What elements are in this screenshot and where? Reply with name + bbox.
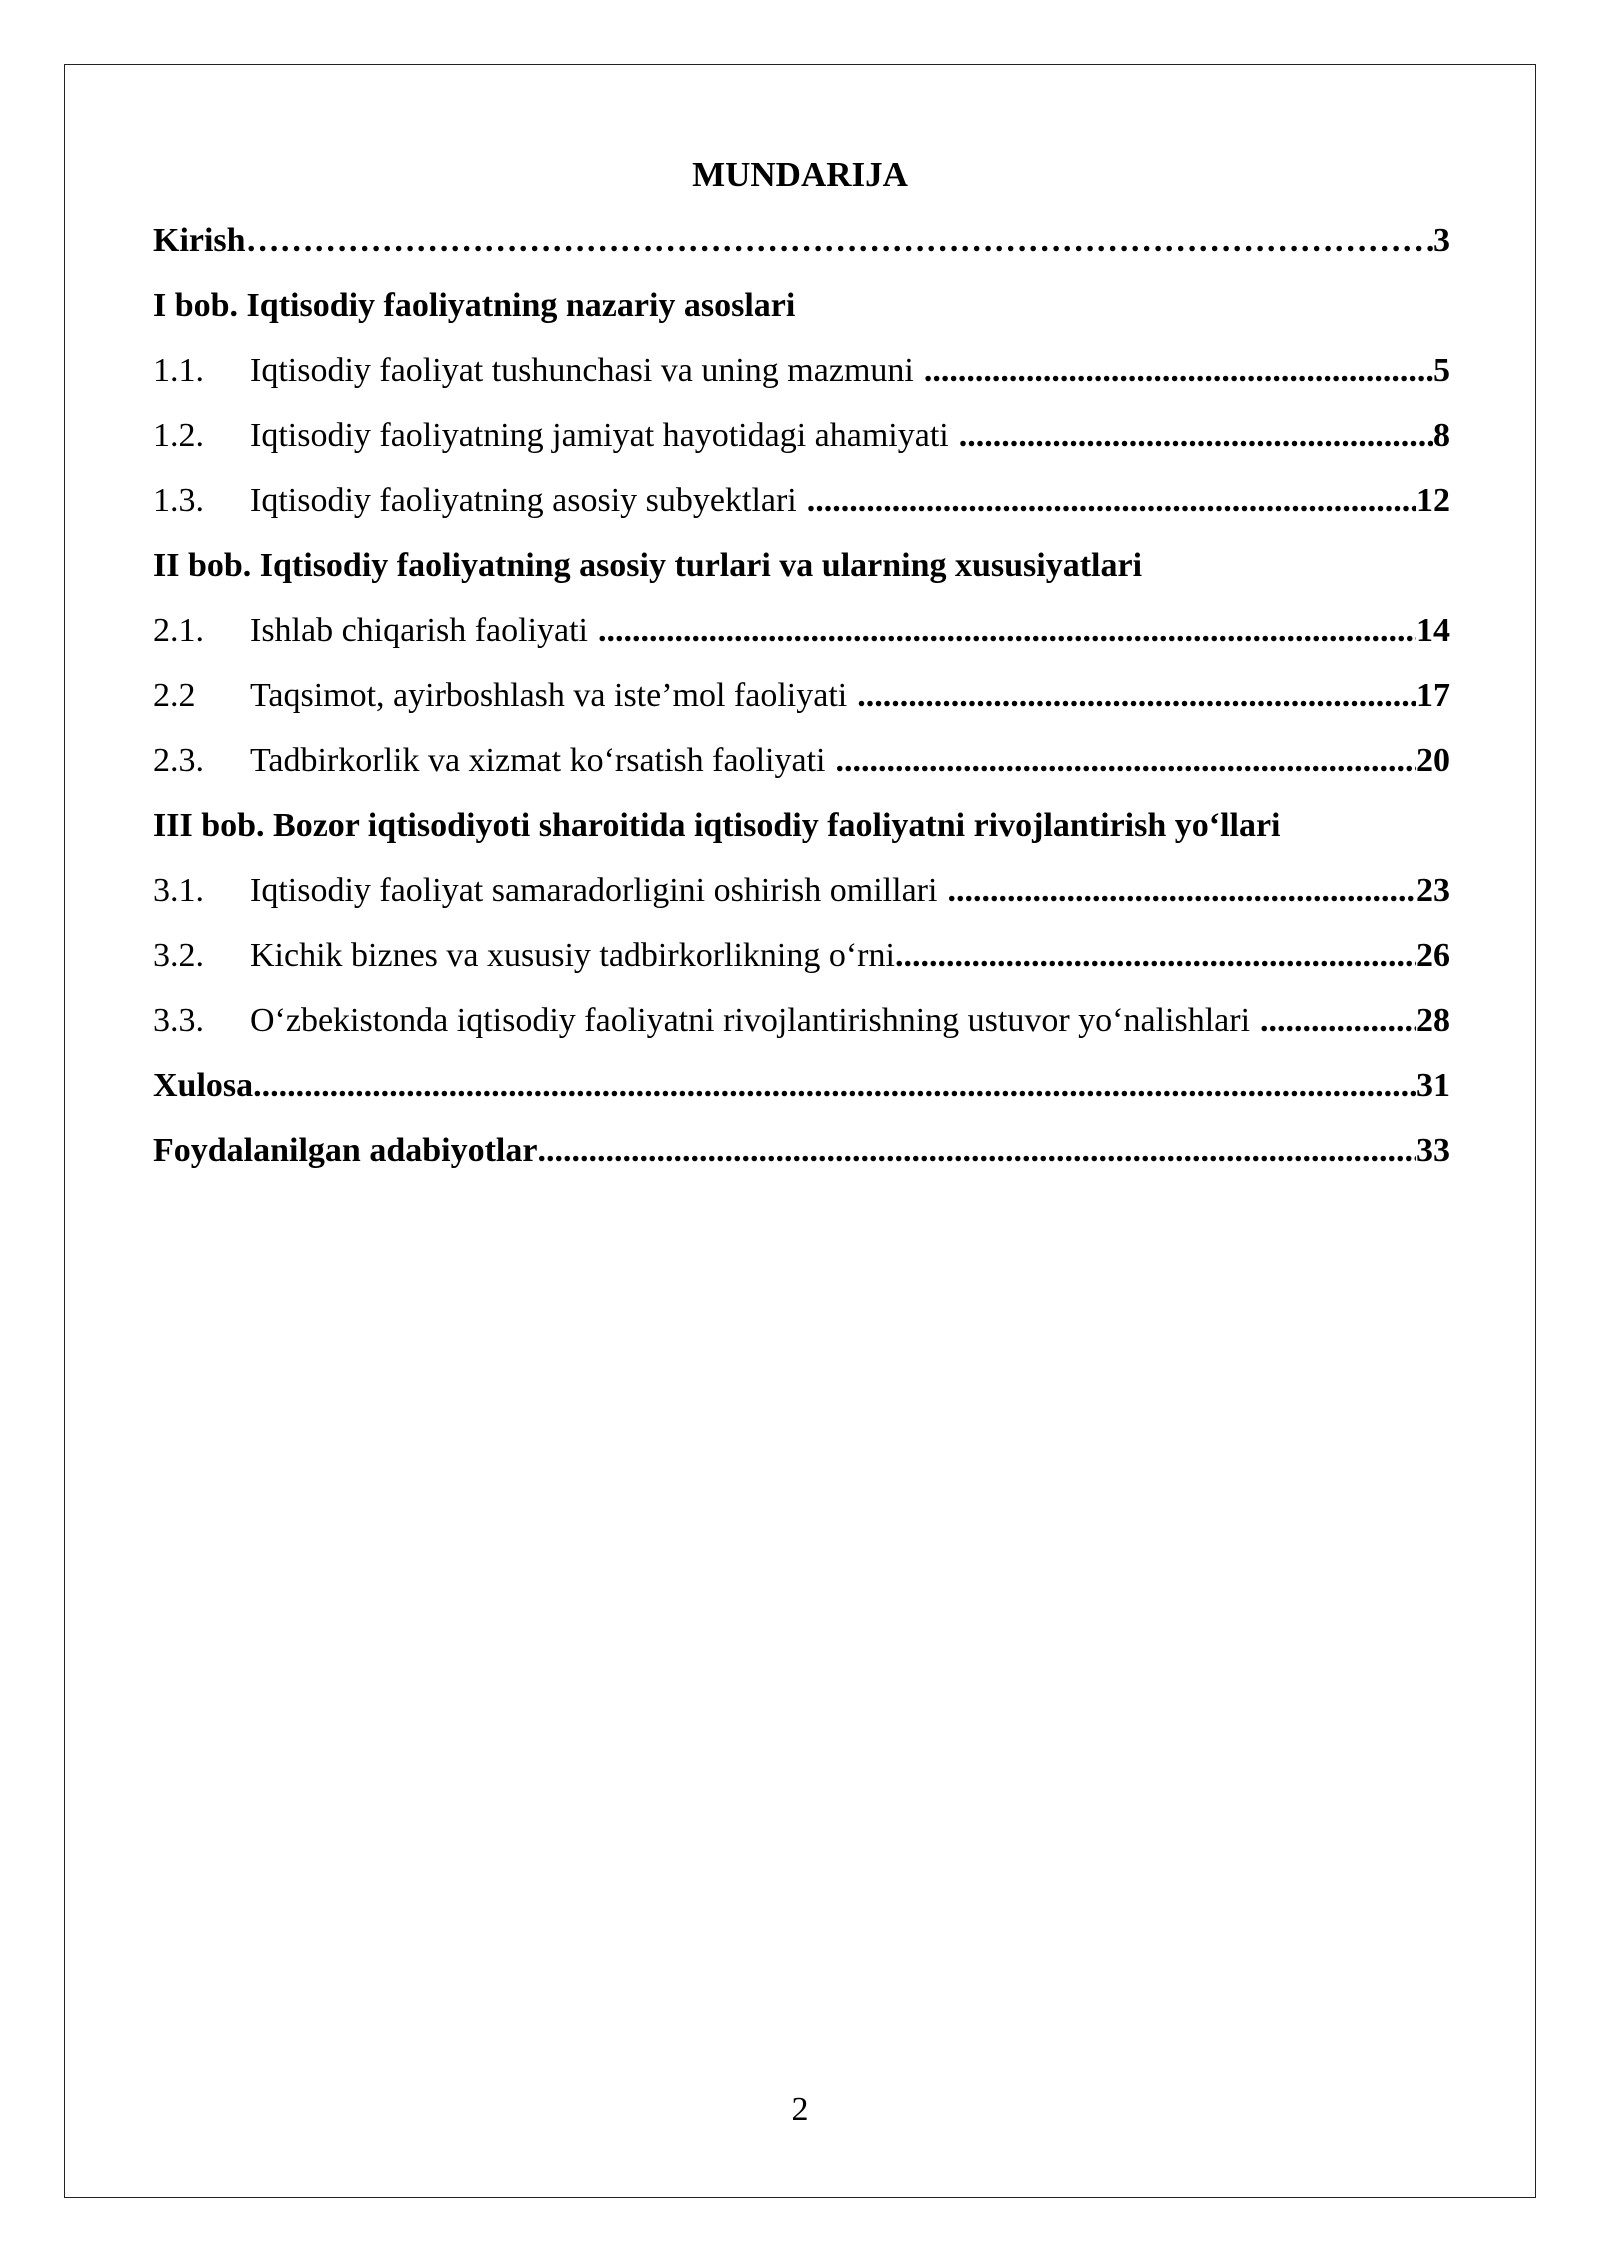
toc-entry-title: Foydalanilgan adabiyotlar	[153, 1132, 538, 1169]
toc-entry-page: 8	[1433, 417, 1450, 454]
toc-chapter-title: II bob. Iqtisodiy faoliyatning asosiy turlari va ularning xususiyatlari	[153, 547, 1143, 584]
toc-entry-1-2[interactable]	[153, 411, 1450, 476]
page-number: 2	[791, 2091, 809, 2128]
toc-chapter-3[interactable]	[153, 801, 1450, 866]
toc-entry-3-3[interactable]	[153, 996, 1450, 1061]
dot-leader	[924, 346, 1433, 396]
toc-entry-number: 1.3.	[153, 482, 204, 519]
toc-entry-references[interactable]	[153, 1126, 1450, 1191]
toc-entry-number: 2.2	[153, 677, 196, 714]
toc-entry-page: 31	[1416, 1067, 1450, 1104]
toc-chapter-2[interactable]	[153, 541, 1450, 606]
toc-entry-page: 17	[1416, 677, 1450, 714]
toc-entry-number: 3.1.	[153, 872, 204, 909]
toc-chapter-1[interactable]	[153, 281, 1450, 346]
toc-entry-1-3[interactable]	[153, 476, 1450, 541]
toc-entry-number: 2.1.	[153, 612, 204, 649]
toc-entry-number: 3.3.	[153, 1002, 204, 1039]
dot-leader	[807, 476, 1416, 526]
toc-entry-number: 1.2.	[153, 417, 204, 454]
toc-entry-1-1[interactable]	[153, 346, 1450, 411]
dot-leader	[895, 931, 1416, 981]
toc-entry-2-3[interactable]	[153, 736, 1450, 801]
toc-entry-2-1[interactable]	[153, 606, 1450, 671]
dot-leader	[537, 1126, 1416, 1176]
toc-entry-number: 1.1.	[153, 352, 204, 389]
toc-entry-page: 5	[1433, 352, 1450, 389]
toc-entry-title: Iqtisodiy faoliyatning jamiyat hayotidagi ahamiyati	[250, 417, 949, 454]
table-of-contents	[153, 216, 1450, 1191]
toc-entry-title: Iqtisodiy faoliyat samaradorligini oshirish omillari	[250, 872, 938, 909]
toc-entry-page: 20	[1416, 742, 1450, 779]
toc-entry-title: Tadbirkorlik va xizmat ko‘rsatish faoliyati	[250, 742, 826, 779]
toc-entry-title: Kirish	[153, 222, 246, 259]
toc-heading: MUNDARIJA	[692, 155, 908, 194]
toc-entry-page: 23	[1416, 872, 1450, 909]
toc-entry-number: 2.3.	[153, 742, 204, 779]
toc-entry-title: O‘zbekistonda iqtisodiy faoliyatni rivojlantirishning ustuvor yo‘nalishlari	[250, 1002, 1251, 1039]
dot-leader	[947, 866, 1416, 916]
toc-entry-title: Ishlab chiqarish faoliyati	[250, 612, 589, 649]
dot-leader	[253, 1061, 1416, 1111]
toc-entry-title: Iqtisodiy faoliyatning asosiy subyektlari	[250, 482, 797, 519]
dot-leader	[1260, 996, 1416, 1046]
toc-entry-conclusion[interactable]	[153, 1061, 1450, 1126]
toc-entry-page: 14	[1416, 612, 1450, 649]
toc-entry-3-1[interactable]	[153, 866, 1450, 931]
toc-entry-3-2[interactable]	[153, 931, 1450, 996]
toc-entry-title: Kichik biznes va xususiy tadbirkorlikning o‘rni	[250, 937, 895, 974]
dot-leader	[835, 736, 1416, 786]
toc-chapter-title: I bob. Iqtisodiy faoliyatning nazariy asoslari	[153, 287, 796, 324]
toc-entry-page: 33	[1416, 1132, 1450, 1169]
dot-leader	[598, 606, 1416, 656]
toc-entry-title: Iqtisodiy faoliyat tushunchasi va uning mazmuni	[250, 352, 914, 389]
dot-leader	[246, 216, 1433, 266]
dot-leader	[959, 411, 1433, 461]
toc-entry-number: 3.2.	[153, 937, 204, 974]
toc-entry-page: 26	[1416, 937, 1450, 974]
toc-entry-page: 3	[1433, 222, 1450, 259]
toc-entry-introduction[interactable]	[153, 216, 1450, 281]
dot-leader	[857, 671, 1416, 721]
toc-chapter-title: III bob. Bozor iqtisodiyoti sharoitida iqtisodiy faoliyatni rivojlantirish yo‘llari	[153, 807, 1281, 844]
toc-entry-title: Xulosa	[153, 1067, 254, 1104]
toc-entry-title: Taqsimot, ayirboshlash va iste’mol faoliyati	[250, 677, 848, 714]
toc-entry-page: 28	[1416, 1002, 1450, 1039]
toc-entry-page: 12	[1416, 482, 1450, 519]
toc-entry-2-2[interactable]	[153, 671, 1450, 736]
